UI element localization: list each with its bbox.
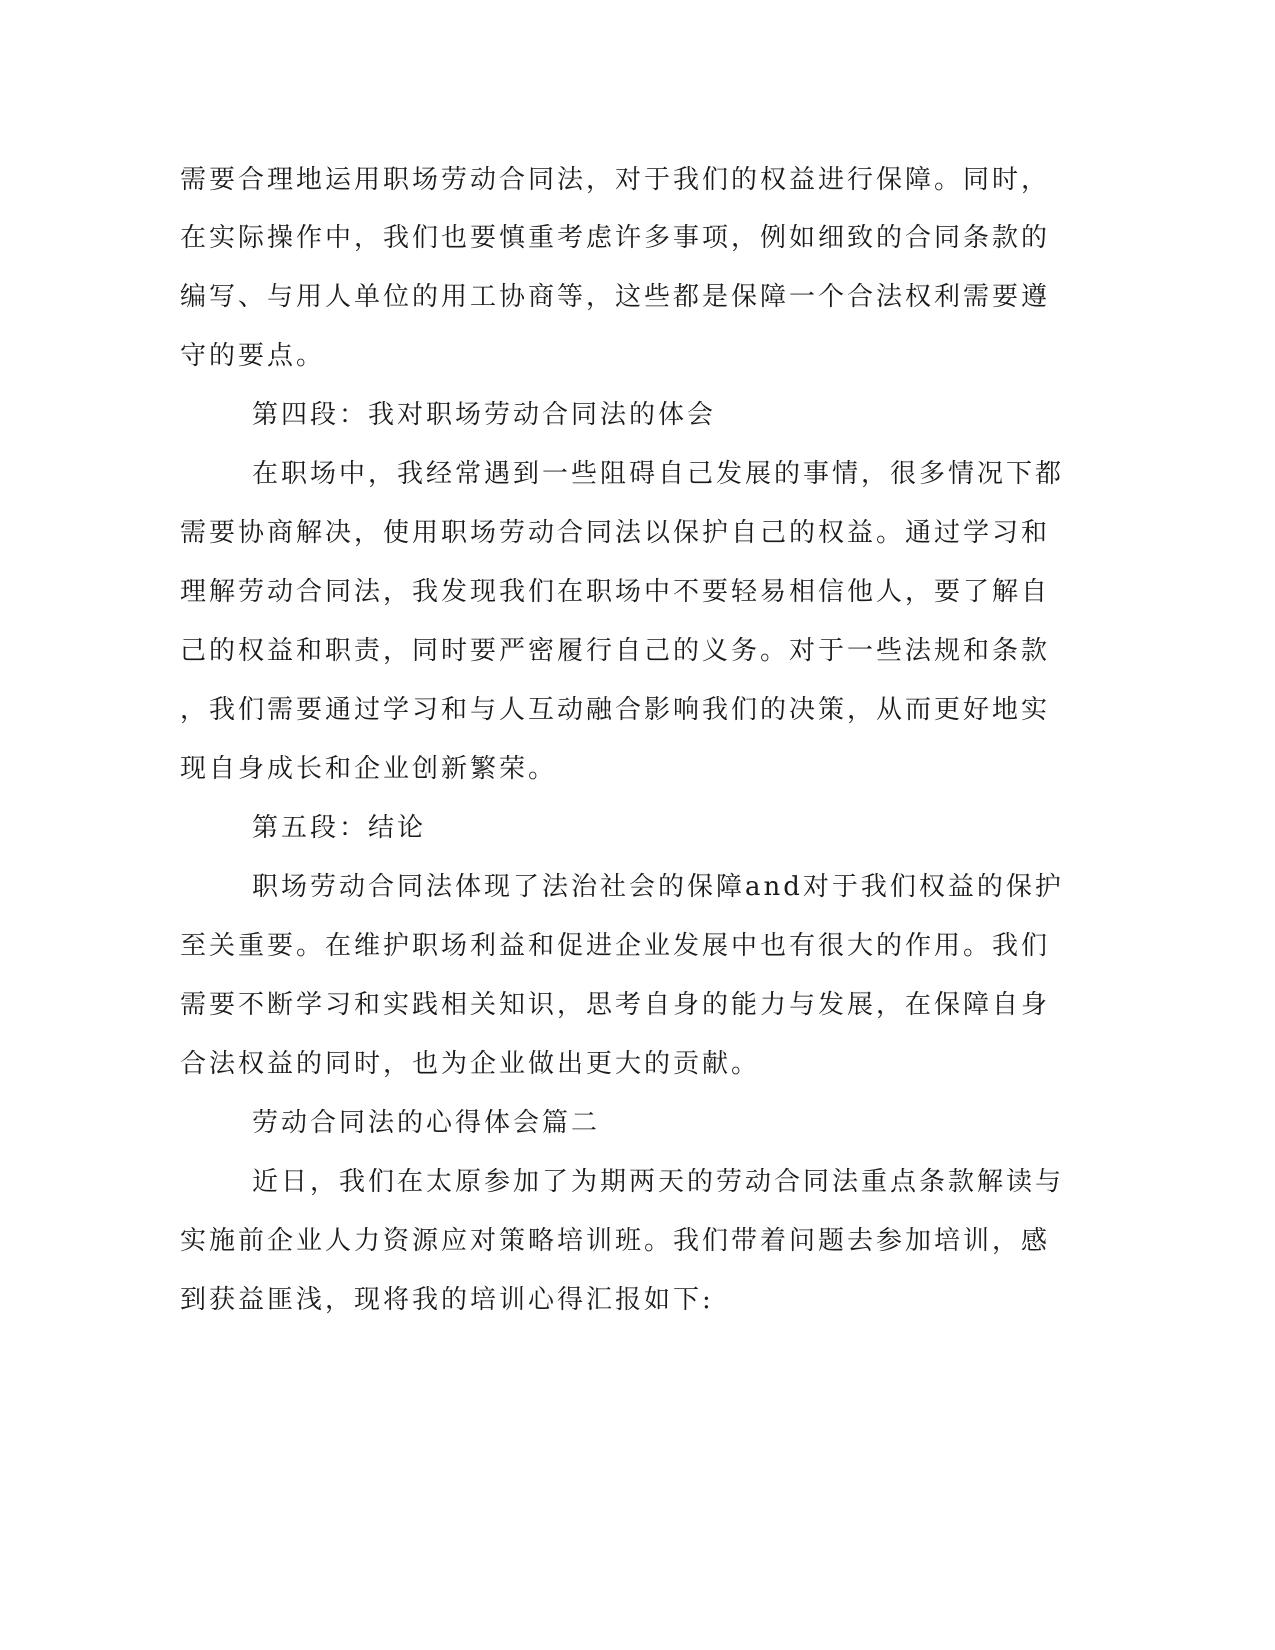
paragraph-line: 编写、与用人单位的用工协商等，这些都是保障一个合法权利需要遵 bbox=[180, 282, 1051, 312]
paragraph-line: 现自身成长和企业创新繁荣。 bbox=[180, 754, 558, 784]
section-heading-5: 第五段：结论 bbox=[252, 813, 427, 843]
paragraph-line: 在职场中，我经常遇到一些阻碍自己发展的事情，很多情况下都 bbox=[252, 459, 1065, 489]
paragraph-line: 守的要点。 bbox=[180, 341, 326, 371]
paragraph-line: 职场劳动合同法体现了法治社会的保障and对于我们权益的保护 bbox=[252, 872, 1064, 902]
paragraph-line: 己的权益和职责，同时要严密履行自己的义务。对于一些法规和条款 bbox=[180, 636, 1051, 666]
section-heading-4: 第四段：我对职场劳动合同法的体会 bbox=[252, 400, 717, 430]
paragraph-line: 实施前企业人力资源应对策略培训班。我们带着问题去参加培训，感 bbox=[180, 1226, 1051, 1256]
paragraph-line: 到获益匪浅，现将我的培训心得汇报如下: bbox=[180, 1285, 714, 1315]
paragraph-line: 需要合理地运用职场劳动合同法，对于我们的权益进行保障。同时， bbox=[180, 165, 1051, 195]
paragraph-line: ，我们需要通过学习和与人互动融合影响我们的决策，从而更好地实 bbox=[180, 695, 1051, 725]
paragraph-line: 至关重要。在维护职场利益和促进企业发展中也有很大的作用。我们 bbox=[180, 931, 1051, 961]
paragraph-line: 理解劳动合同法，我发现我们在职场中不要轻易相信他人，要了解自 bbox=[180, 577, 1051, 607]
paragraph-line: 需要协商解决，使用职场劳动合同法以保护自己的权益。通过学习和 bbox=[180, 518, 1051, 548]
paragraph-line: 合法权益的同时，也为企业做出更大的贡献。 bbox=[180, 1049, 761, 1079]
paragraph-line: 近日，我们在太原参加了为期两天的劳动合同法重点条款解读与 bbox=[252, 1167, 1065, 1197]
article-subtitle: 劳动合同法的心得体会篇二 bbox=[252, 1108, 601, 1138]
paragraph-line: 需要不断学习和实践相关知识，思考自身的能力与发展，在保障自身 bbox=[180, 990, 1051, 1020]
paragraph-line: 在实际操作中，我们也要慎重考虑许多事项，例如细致的合同条款的 bbox=[180, 223, 1051, 253]
